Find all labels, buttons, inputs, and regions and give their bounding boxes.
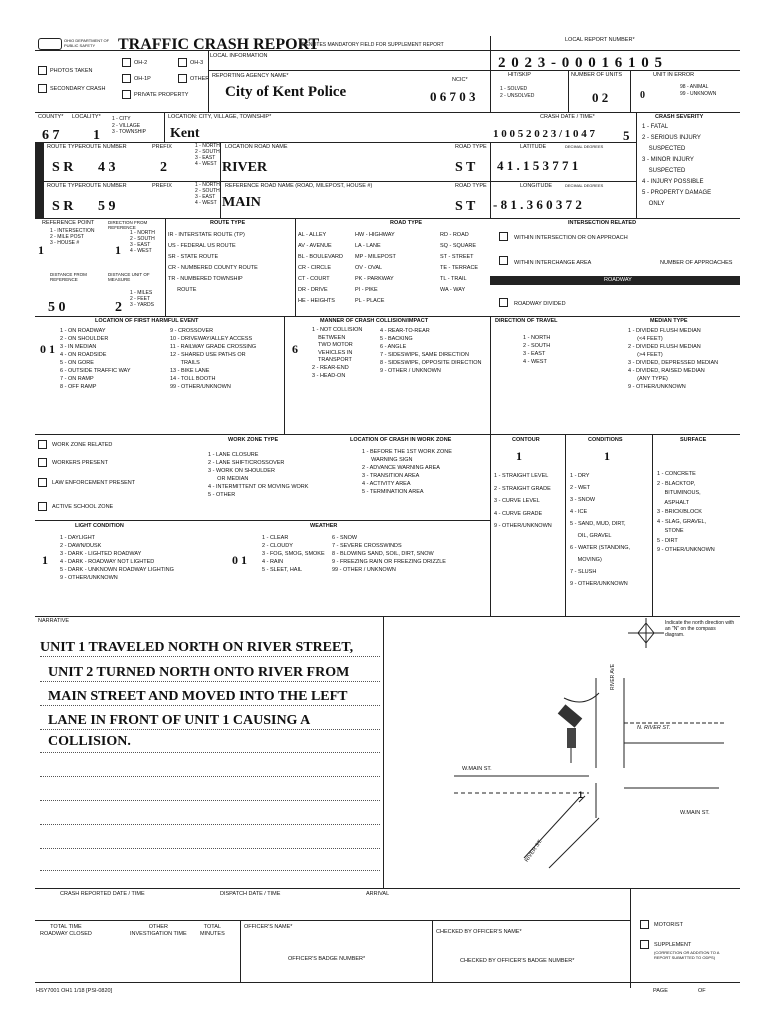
ref-point-options: 1 - INTERSECTION 2 - MILE POST 3 - HOUSE # — [50, 228, 95, 246]
local-info-label: LOCAL INFORMATION — [210, 53, 268, 59]
motorist-checkbox[interactable] — [640, 920, 649, 929]
ncic-value[interactable]: 0 6 7 0 3 — [430, 89, 476, 104]
manner-label: MANNER OF CRASH COLLISION/IMPACT — [320, 318, 429, 324]
direction-value[interactable]: 1 — [115, 243, 121, 257]
ref-road-name-value[interactable]: MAIN — [222, 195, 261, 210]
crash-severity-value[interactable]: 5 — [623, 128, 630, 143]
photos-taken-checkbox[interactable] — [38, 66, 47, 75]
conditions-value[interactable]: 1 — [604, 449, 610, 463]
longitude-label: LONGITUDE — [520, 183, 553, 189]
workers-present-checkbox[interactable] — [38, 458, 47, 467]
oh3-label: OH-3 — [190, 60, 204, 66]
dist-unit-value[interactable]: 2 — [115, 300, 122, 315]
county-value[interactable]: 6 7 — [42, 128, 60, 143]
narrative-line-2: UNIT 2 TURNED NORTH ONTO RIVER FROM — [48, 665, 350, 680]
location-city-value[interactable]: Kent — [170, 126, 200, 141]
distance-value[interactable]: 5 0 — [48, 300, 66, 315]
ref-route-type-value[interactable]: S R — [52, 199, 74, 214]
law-enforcement-label: LAW ENFORCEMENT PRESENT — [52, 480, 136, 486]
ref-route-number-label: ROUTE NUMBER — [82, 183, 127, 189]
light-condition-label: LIGHT CONDITION — [75, 523, 124, 529]
longitude-sub: DECIMAL DEGREES — [565, 183, 604, 188]
supplement-note: (CORRECTION OR ADDITION TO A REPORT SUBMITTED TO ODPS) — [654, 950, 720, 960]
num-units-label: NUMBER OF UNITS — [571, 72, 623, 78]
oh2-label: OH-2 — [134, 60, 148, 66]
arrival-label: ARRIVAL — [366, 891, 390, 897]
reference-side-label: REFERENCE — [31, 181, 37, 212]
direction-label: DIRECTION FROM REFERENCE — [108, 220, 148, 230]
narrative-line-5: COLLISION. — [48, 734, 131, 749]
num-approaches-label: NUMBER OF APPROACHES — [660, 260, 733, 266]
dist-unit-options: 1 - MILES 2 - FEET 3 - YARDS — [130, 290, 154, 308]
route-type-value[interactable]: S R — [52, 160, 74, 175]
agency-logo-text: OHIO DEPARTMENT OF PUBLIC SAFETY — [64, 38, 110, 48]
dir-travel-options: 1 - NORTH 2 - SOUTH 3 - EAST 4 - WEST — [523, 335, 551, 365]
median-type-options: 1 - DIVIDED FLUSH MEDIAN (<4 FEET) 2 - DIVIDED FLUSH MEDIAN (>4 FEET) 3 - DIVIDED, DEPRESSED MEDIAN 4 - DIVIDED, RAISED MEDIAN (ANY TYPE) 9 - OTHER/UNKNOWN — [628, 328, 719, 390]
locality-options: 1 - CITY 2 - VILLAGE 3 - TOWNSHIP — [112, 116, 146, 136]
diagram-label-w-main-2: W.MAIN ST. — [680, 810, 710, 816]
ref-route-type-label: ROUTE TYPE — [47, 183, 83, 189]
contour-value[interactable]: 1 — [516, 449, 522, 463]
location-city-label: LOCATION: CITY, VILLAGE, TOWNSHIP* — [168, 114, 272, 120]
roadway-divided-label: ROADWAY DIVIDED — [514, 301, 566, 307]
weather-label: WEATHER — [310, 523, 338, 529]
other-label: OTHER — [190, 76, 210, 82]
narrative-line-1: UNIT 1 TRAVELED NORTH ON RIVER STREET, — [40, 640, 354, 655]
hit-skip-options: 1 - SOLVED 2 - UNSOLVED — [500, 86, 535, 99]
first-harm-options-1: 1 - ON ROADWAY 2 - ON SHOULDER 3 - IN MEDIAN 4 - ON ROADSIDE 5 - ON GORE 6 - OUTSIDE TRAFFIC WAY 7 - ON RAMP 8 - OFF RAMP — [60, 328, 131, 390]
direction-options: 1 - NORTH 2 - SOUTH 3 - EAST 4 - WEST — [130, 230, 155, 254]
route-type-list: IR - INTERSTATE ROUTE (TP) US - FEDERAL US ROUTE SR - STATE ROUTE CR - NUMBERED COUNTY ROUTE TR - NUMBERED TOWNSHIP ROUTE — [168, 232, 258, 293]
prefix-value[interactable]: 2 — [160, 160, 167, 175]
hit-skip-label: HIT/SKIP — [508, 72, 531, 78]
oh2-checkbox[interactable] — [122, 58, 131, 67]
manner-options-2: 4 - REAR-TO-REAR 5 - BACKING 6 - ANGLE 7 - SIDESWIPE, SAME DIRECTION 8 - SIDESWIPE, OPPOSITE DIRECTION 9 - OTHER / UNKNOWN — [380, 328, 482, 374]
ref-road-type-label: ROAD TYPE — [455, 183, 487, 189]
surface-options: 1 - CONCRETE 2 - BLACKTOP, BITUMINOUS, ASPHALT 3 - BRICK/BLOCK 4 - SLAG, GRAVEL, STONE 5 - DIRT 9 - OTHER/UNKNOWN — [657, 471, 715, 553]
oh3-checkbox[interactable] — [178, 58, 187, 67]
location-side-label: LOCATION — [31, 140, 37, 166]
location-road-name-label: LOCATION ROAD NAME — [225, 144, 288, 150]
secondary-crash-label: SECONDARY CRASH — [50, 86, 106, 92]
intersection-related-label: INTERSECTION RELATED — [568, 220, 637, 226]
private-property-label: PRIVATE PROPERTY — [134, 92, 189, 98]
latitude-label: LATITUDE — [520, 144, 547, 150]
officer-name-label: OFFICER'S NAME* — [244, 924, 293, 930]
road-type-list-2: HW - HIGHWAY LA - LANE MP - MILEPOST OV - OVAL PK - PARKWAY PI - PIKE PL - PLACE — [355, 232, 396, 304]
officer-badge-label: OFFICER'S BADGE NUMBER* — [288, 956, 366, 962]
reported-date-label: CRASH REPORTED DATE / TIME — [60, 891, 145, 897]
agency-name-label: REPORTING AGENCY NAME* — [212, 73, 289, 79]
roadway-header-label: ROADWAY — [604, 277, 632, 283]
unit-in-error-label: UNIT IN ERROR — [653, 72, 695, 78]
weather-value[interactable]: 0 1 — [232, 553, 247, 567]
diagram-label-river-st: RIVER ST. — [524, 838, 544, 864]
page-of-label: OF — [698, 988, 706, 994]
ref-prefix-options: 1 - NORTH 2 - SOUTH 3 - EAST 4 - WEST — [195, 182, 220, 206]
oh1p-checkbox[interactable] — [122, 74, 131, 83]
checked-badge-label: CHECKED BY OFFICER'S BADGE NUMBER* — [460, 958, 575, 964]
crash-severity-label: CRASH SEVERITY — [655, 114, 704, 120]
north-direction-note: Indicate the north direction with an "N" on the compass diagram. — [665, 620, 735, 638]
within-interchange-label: WITHIN INTERCHANGE AREA — [514, 260, 592, 266]
supplement-label: SUPPLEMENT — [654, 942, 692, 948]
ref-point-label: REFERENCE POINT — [42, 220, 95, 226]
mandatory-note: *DENOTES MANDATORY FIELD FOR SUPPLEMENT REPORT — [300, 42, 444, 48]
oh1p-label: OH-1P — [134, 76, 151, 82]
total-time-label: TOTAL TIME ROADWAY CLOSED — [40, 924, 92, 937]
first-harm-options-2: 9 - CROSSOVER 10 - DRIVEWAY/ALLEY ACCESS 11 - RAILWAY GRADE CROSSING 12 - SHARED USE PATHS OR TRAILS 13 - BIKE LANE 14 - TOLL BOOTH 99 - OTHER/UNKNOWN — [170, 328, 257, 390]
ref-road-type-value[interactable]: S T — [455, 199, 476, 214]
work-zone-type-label: WORK ZONE TYPE — [228, 437, 279, 443]
ncic-label: NCIC* — [452, 77, 468, 83]
prefix-options: 1 - NORTH 2 - SOUTH 3 - EAST 4 - WEST — [195, 143, 220, 167]
work-zone-type-options: 1 - LANE CLOSURE 2 - LANE SHIFT/CROSSOVER 3 - WORK ON SHOULDER OR MEDIAN 4 - INTERMITTENT OR MOVING WORK 5 - OTHER — [208, 452, 309, 498]
diagram-label-w-main-1: W.MAIN ST. — [462, 766, 492, 772]
first-harm-value[interactable]: 0 1 — [40, 342, 55, 356]
distance-label: DISTANCE FROM REFERENCE — [50, 272, 87, 282]
unit-2-vehicle-icon — [558, 704, 583, 727]
route-type-label: ROUTE TYPE — [47, 144, 83, 150]
dir-travel-label: DIRECTION OF TRAVEL — [495, 318, 558, 324]
active-school-checkbox[interactable] — [38, 502, 47, 511]
diagram-unit-1-label: 1 — [578, 790, 584, 800]
conditions-options: 1 - DRY 2 - WET 3 - SNOW 4 - ICE 5 - SAND, MUD, DIRT, OIL, GRAVEL 6 - WATER (STANDING, MOVING) 7 - SLUSH 9 - OTHER/UNKNOWN — [570, 473, 631, 587]
road-type-label: ROAD TYPE — [455, 144, 487, 150]
ref-prefix-label: PREFIX — [152, 183, 172, 189]
checked-name-label: CHECKED BY OFFICER'S NAME* — [436, 929, 522, 935]
route-number-value[interactable]: 4 3 — [98, 160, 116, 175]
longitude-value[interactable]: - 8 1 . 3 6 0 3 7 2 — [493, 197, 582, 212]
median-type-label: MEDIAN TYPE — [650, 318, 688, 324]
wz-location-label: LOCATION OF CRASH IN WORK ZONE — [350, 437, 452, 443]
supplement-checkbox[interactable] — [640, 940, 649, 949]
within-intersection-checkbox[interactable] — [499, 232, 508, 241]
road-type-title: ROAD TYPE — [390, 220, 423, 226]
ref-route-number-value[interactable]: 5 9 — [98, 199, 116, 214]
narrative-label: NARRATIVE — [38, 618, 70, 624]
narrative-line-4: LANE IN FRONT OF UNIT 1 CAUSING A — [48, 713, 311, 728]
unit-1-vehicle-icon — [567, 728, 576, 748]
location-road-name-value[interactable]: RIVER — [222, 160, 268, 175]
page-label: PAGE — [653, 988, 668, 994]
ref-road-name-label: REFERENCE ROAD NAME (ROAD, MILEPOST, HOUSE #) — [225, 183, 373, 189]
prefix-label: PREFIX — [152, 144, 172, 150]
diagram-label-north-river: N. RIVER ST. — [637, 725, 671, 731]
light-condition-value[interactable]: 1 — [42, 553, 48, 567]
crash-date-value[interactable]: 1 0 0 5 2 0 2 3 / 1 0 4 7 — [493, 128, 596, 140]
motorist-label: MOTORIST — [654, 922, 683, 928]
work-zone-related-checkbox[interactable] — [38, 440, 47, 449]
workers-present-label: WORKERS PRESENT — [52, 460, 108, 466]
dist-unit-label: DISTANCE UNIT OF MEASURE — [108, 272, 150, 282]
other-checkbox[interactable] — [178, 74, 187, 83]
report-title: TRAFFIC CRASH REPORT — [118, 36, 320, 53]
latitude-value[interactable]: 4 1 . 1 5 3 7 7 1 — [497, 158, 579, 173]
road-type-list-3: RD - ROAD SQ - SQUARE ST - STREET TE - TERRACE TL - TRAIL WA - WAY — [440, 232, 479, 293]
unit-in-error-box[interactable]: 0 — [640, 90, 645, 101]
road-type-list-1: AL - ALLEY AV - AVENUE BL - BOULEVARD CR - CIRCLE CT - COURT DR - DRIVE HE - HEIGHTS — [298, 232, 343, 304]
crash-diagram — [384, 618, 740, 888]
within-intersection-label: WITHIN INTERSECTION OR ON APPROACH — [514, 235, 628, 241]
secondary-crash-checkbox[interactable] — [38, 84, 47, 93]
roadway-divided-checkbox[interactable] — [499, 298, 508, 307]
locality-label: LOCALITY* — [72, 114, 101, 120]
ohio-logo — [38, 38, 62, 50]
dispatch-date-label: DISPATCH DATE / TIME — [220, 891, 281, 897]
narrative-line-3: MAIN STREET AND MOVED INTO THE LEFT — [48, 689, 348, 704]
route-type-title: ROUTE TYPE — [210, 220, 246, 226]
route-number-label: ROUTE NUMBER — [82, 144, 127, 150]
crash-severity-options: 1 - FATAL 2 - SERIOUS INJURY SUSPECTED 3 - MINOR INJURY SUSPECTED 4 - INJURY POSSIBLE 5 - PROPERTY DAMAGE ONLY — [642, 124, 712, 207]
manner-options-1: 1 - NOT COLLISION BETWEEN TWO MOTOR VEHICLES IN TRANSPORT 2 - REAR-END 3 - HEAD-ON — [312, 327, 363, 379]
latitude-sub: DECIMAL DEGREES — [565, 144, 604, 149]
weather-options-1: 1 - CLEAR 2 - CLOUDY 3 - FOG, SMOG, SMOKE 4 - RAIN 5 - SLEET, HAIL — [262, 535, 325, 573]
other-time-label: OTHER INVESTIGATION TIME — [130, 924, 187, 937]
weather-options-2: 6 - SNOW 7 - SEVERE CROSSWINDS 8 - BLOWING SAND, SOIL, DIRT, SNOW 9 - FREEZING RAIN OR FREEZING DRIZZLE 99 - OTHER / UNKNOWN — [332, 535, 446, 573]
work-zone-related-label: WORK ZONE RELATED — [52, 442, 113, 448]
ref-point-value[interactable]: 1 — [38, 243, 44, 257]
first-harm-label: LOCATION OF FIRST HARMFUL EVENT — [95, 318, 199, 324]
local-report-label: LOCAL REPORT NUMBER* — [565, 37, 635, 43]
compass-icon — [628, 618, 664, 648]
law-enforcement-checkbox[interactable] — [38, 478, 47, 487]
form-id: HSY7001 OH1 1/18 [PSI-0820] — [36, 988, 113, 994]
surface-label: SURFACE — [680, 437, 707, 443]
private-property-checkbox[interactable] — [122, 90, 131, 99]
road-type-value[interactable]: S T — [455, 160, 476, 175]
photos-taken-label: PHOTOS TAKEN — [50, 68, 93, 74]
unit-in-error-options: 98 - ANIMAL 99 - UNKNOWN — [680, 84, 717, 97]
num-units-value[interactable]: 0 2 — [592, 90, 609, 105]
light-condition-options: 1 - DAYLIGHT 2 - DAWN/DUSK 3 - DARK - LIGHTED ROADWAY 4 - DARK - ROADWAY NOT LIGHTED 5 - DARK - UNKNOWN ROADWAY LIGHTING 9 - OTHER/UNKNOWN — [60, 535, 174, 581]
manner-value[interactable]: 6 — [292, 342, 298, 356]
diagram-label-river-ave: RIVER AVE — [610, 663, 616, 690]
county-label: COUNTY* — [38, 114, 64, 120]
local-report-number[interactable]: 2 0 2 3 - 0 0 0 1 6 1 0 5 — [498, 55, 663, 71]
contour-label: CONTOUR — [512, 437, 540, 443]
within-interchange-checkbox[interactable] — [499, 256, 508, 265]
total-minutes-label: TOTAL MINUTES — [200, 924, 225, 937]
agency-name-value[interactable]: City of Kent Police — [225, 84, 347, 100]
wz-location-options: 1 - BEFORE THE 1ST WORK ZONE WARNING SIGN 2 - ADVANCE WARNING AREA 3 - TRANSITION AREA 4 - ACTIVITY AREA 5 - TERMINATION AREA — [362, 449, 452, 495]
locality-value[interactable]: 1 — [93, 128, 100, 143]
active-school-label: ACTIVE SCHOOL ZONE — [52, 504, 114, 510]
contour-options: 1 - STRAIGHT LEVEL 2 - STRAIGHT GRADE 3 - CURVE LEVEL 4 - CURVE GRADE 9 - OTHER/UNKNOWN — [494, 473, 552, 529]
conditions-label: CONDITIONS — [588, 437, 623, 443]
crash-date-label: CRASH DATE / TIME* — [540, 114, 595, 120]
